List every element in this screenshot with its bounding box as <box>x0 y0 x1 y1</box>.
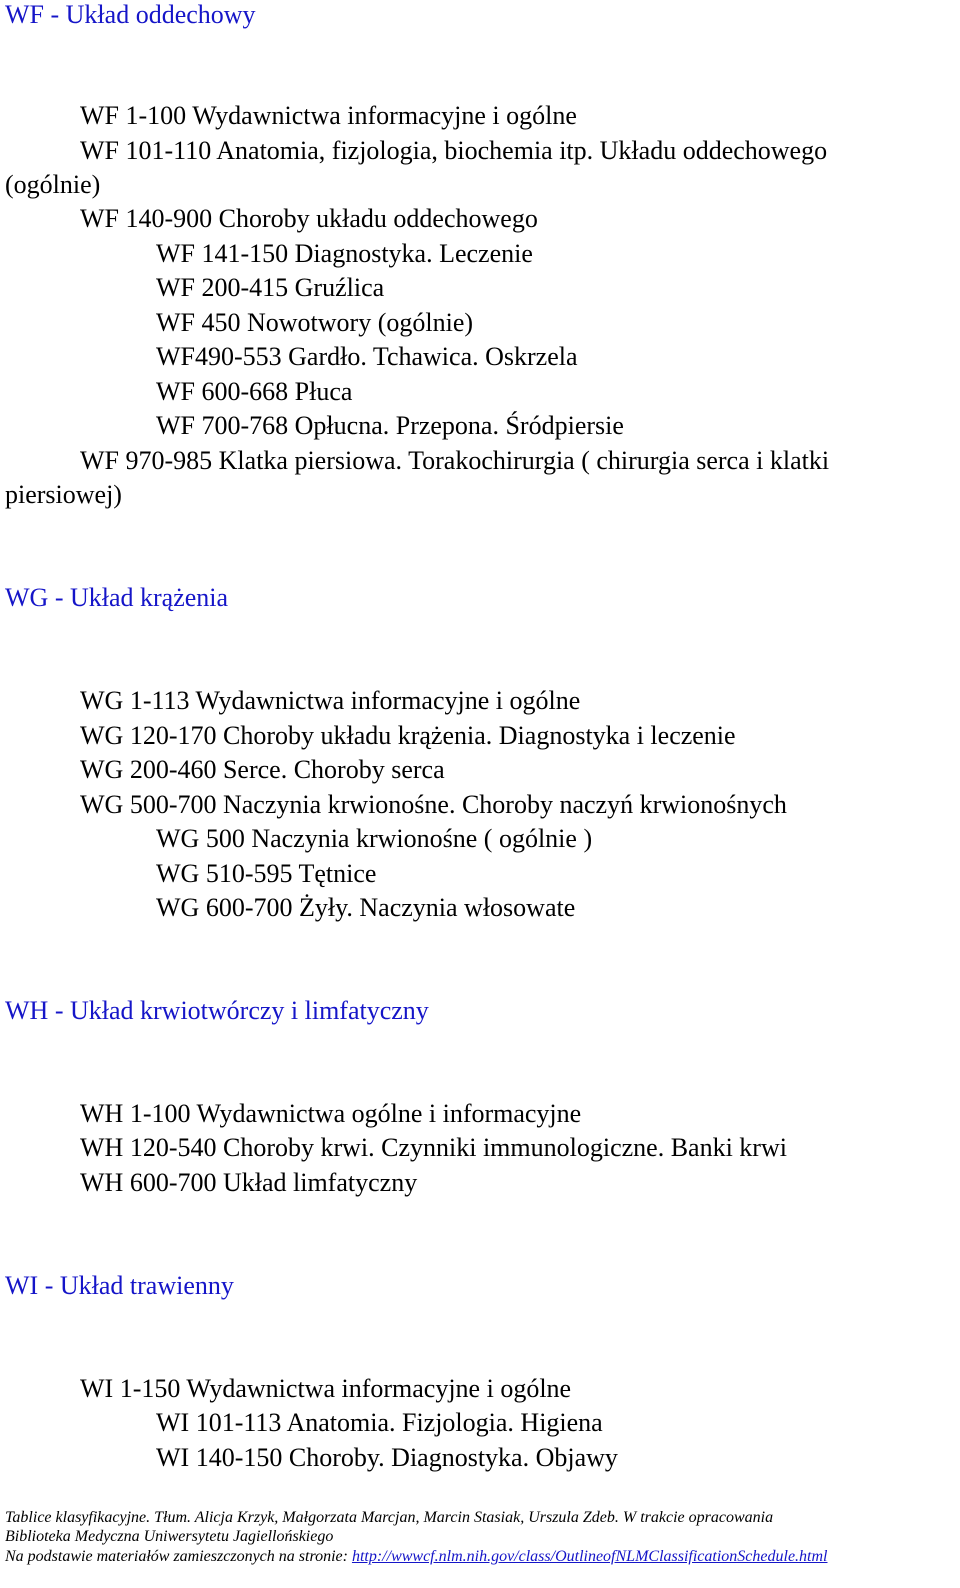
classification-line: WF 450 Nowotwory (ogólnie) <box>156 308 474 337</box>
classification-line: WF 1-100 Wydawnictwa informacyjne i ogólne <box>80 101 577 130</box>
classification-line: WH 600-700 Układ limfatyczny <box>80 1168 418 1197</box>
classification-line: WG 500 Naczynia krwionośne ( ogólnie ) <box>156 824 593 853</box>
classification-line: WF 600-668 Płuca <box>156 377 353 406</box>
classification-line: WF 141-150 Diagnostyka. Leczenie <box>156 239 533 268</box>
classification-line: WF 970-985 Klatka piersiowa. Torakochirurgia ( chirurgia serca i klatki <box>80 446 830 475</box>
section-heading-wf: WF - Układ oddechowy <box>5 0 256 29</box>
classification-line: WG 600-700 Żyły. Naczynia włosowate <box>156 893 576 922</box>
classification-line: WG 510-595 Tętnice <box>156 859 377 888</box>
classification-line: WG 200-460 Serce. Choroby serca <box>80 755 445 784</box>
classification-line: WG 1-113 Wydawnictwa informacyjne i ogólne <box>80 686 581 715</box>
classification-line: WH 120-540 Choroby krwi. Czynniki immunologiczne. Banki krwi <box>80 1133 787 1162</box>
classification-line: WF 101-110 Anatomia, fizjologia, biochemia itp. Układu oddechowego <box>80 136 828 165</box>
classification-line: WF 200-415 Gruźlica <box>156 273 385 302</box>
section-heading-wh: WH - Układ krwiotwórczy i limfatyczny <box>5 996 429 1025</box>
classification-line: WF 140-900 Choroby układu oddechowego <box>80 204 538 233</box>
classification-line: WI 1-150 Wydawnictwa informacyjne i ogólne <box>80 1374 572 1403</box>
classification-line: WH 1-100 Wydawnictwa ogólne i informacyjne <box>80 1099 582 1128</box>
classification-line: WI 140-150 Choroby. Diagnostyka. Objawy <box>156 1443 618 1472</box>
section-heading-wi: WI - Układ trawienny <box>5 1271 234 1300</box>
classification-line: WF 700-768 Opłucna. Przepona. Śródpiersie <box>156 411 624 440</box>
section-heading-wg: WG - Układ krążenia <box>5 583 229 612</box>
footer-credits: Tablice klasyfikacyjne. Tłum. Alicja Krzyk, Małgorzata Marcjan, Marcin Stasiak, Urszula Zdeb. W trakcie opracowania <box>5 1509 774 1526</box>
classification-line: WG 120-170 Choroby układu krążenia. Diagnostyka i leczenie <box>80 721 736 750</box>
footer-source-link[interactable]: http://wwwcf.nlm.nih.gov/class/OutlineofNLMClassificationSchedule.html <box>351 1548 828 1565</box>
classification-line: (ogólnie) <box>5 170 101 199</box>
classification-line: WI 101-113 Anatomia. Fizjologia. Higiena <box>156 1408 603 1437</box>
footer-source <box>5 1547 828 1567</box>
classification-line: piersiowej) <box>5 480 122 509</box>
footer-source-label: Na podstawie materiałów zamieszczonych na stronie: <box>5 1548 352 1565</box>
classification-line: WF490-553 Gardło. Tchawica. Oskrzela <box>156 342 578 371</box>
footer-library: Biblioteka Medyczna Uniwersytetu Jagiellońskiego <box>5 1528 334 1545</box>
classification-line: WG 500-700 Naczynia krwionośne. Choroby naczyń krwionośnych <box>80 790 787 819</box>
